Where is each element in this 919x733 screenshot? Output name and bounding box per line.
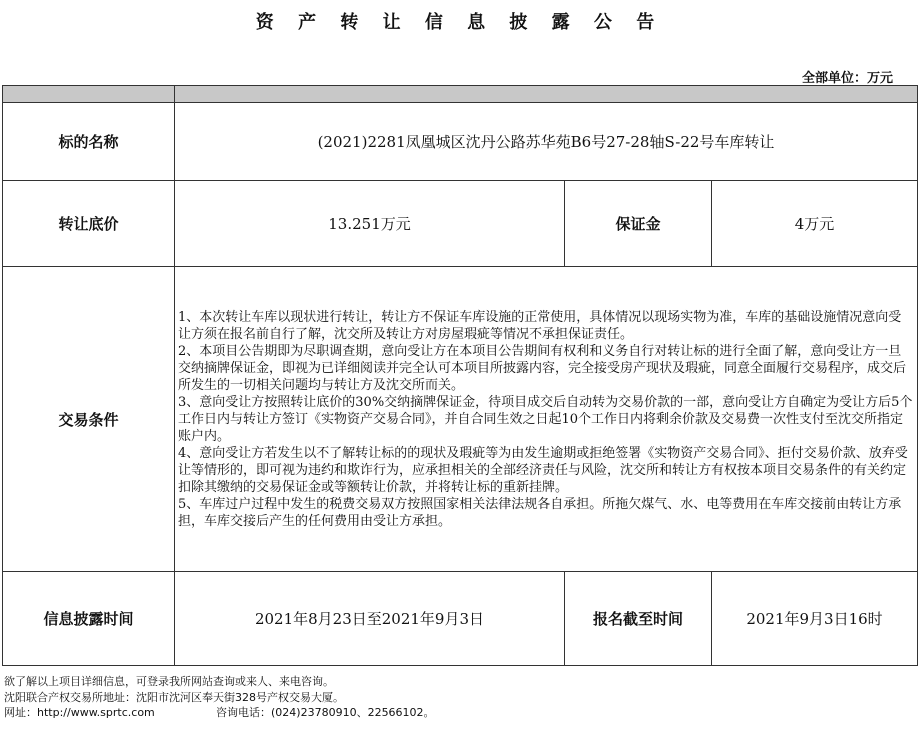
header-bar-left xyxy=(3,86,175,103)
row-price xyxy=(3,181,918,267)
phone-number: 咨询电话：(024)23780910、22566102。 xyxy=(216,706,435,719)
target-name-label: 标的名称 xyxy=(3,103,175,181)
term-item: 2、本项目公告期即为尽职调查期，意向受让方在本项目公告期间有权利和义务自行对转让标的进行全面了解，意向受让方一旦交纳摘牌保证金，即视为已详细阅读并完全认可本项目所披露内容，完全接受房产现状及瑕疵，同意全面履行交易程序，成交后所发生的一切相关问题均与转让方及沈交所而关。 xyxy=(178,343,907,393)
deposit-value: 4万元 xyxy=(712,181,918,267)
target-name-value: (2021)2281凤凰城区沈丹公路苏华苑B6号27-28轴S-22号车库转让 xyxy=(175,103,918,181)
registration-deadline-label: 报名截至时间 xyxy=(565,572,712,666)
terms-content xyxy=(175,267,918,572)
term-item: 3、意向受让方按照转让底价的30%交纳摘牌保证金，待项目成交后自动转为交易价款的一部，意向受让方自确定为受让方后5个工作日内与转让方签订《实物资产交易合同》，并自合同生效之日起10个工作日内将剩余价款及交易费一次性支付至沈交所指定账户内。 xyxy=(178,394,913,444)
website-link[interactable]: 网址：http://www.sprtc.com xyxy=(4,706,155,719)
row-target-name xyxy=(3,103,918,181)
row-dates xyxy=(3,572,918,666)
footer-line-address: 沈阳联合产权交易所地址：沈阳市沈河区奉天街328号产权交易大厦。 xyxy=(4,690,344,704)
reserve-price-value: 13.251万元 xyxy=(175,181,565,267)
footer-line-contact xyxy=(4,705,435,721)
disclosure-period-value: 2021年8月23日至2021年9月3日 xyxy=(175,572,565,666)
footer-info xyxy=(4,674,435,721)
disclosure-table xyxy=(2,85,918,666)
header-bar xyxy=(3,86,918,103)
reserve-price-label: 转让底价 xyxy=(3,181,175,267)
term-item: 1、本次转让车库以现状进行转让，转让方不保证车库设施的正常使用，具体情况以现场实物为准，车库的基础设施情况意向受让方须在报名前自行了解，沈交所及转让方对房屋瑕疵等情况不承担保证责任。 xyxy=(178,309,902,342)
unit-note: 全部单位：万元 xyxy=(801,71,893,86)
terms-label: 交易条件 xyxy=(3,267,175,572)
row-terms xyxy=(3,267,918,572)
footer-line-inquiry: 欲了解以上项目详细信息，可登录我所网站查询或来人、来电咨询。 xyxy=(4,675,334,688)
page-title: 资 产 转 让 信 息 披 露 公 告 xyxy=(255,12,664,33)
term-item: 5、车库过户过程中发生的税费交易双方按照国家相关法律法规各自承担。所拖欠煤气、水、电等费用在车库交接前由转让方承担，车库交接后产生的任何费用由受让方承担。 xyxy=(178,496,902,529)
disclosure-period-label: 信息披露时间 xyxy=(3,572,175,666)
header-bar-right xyxy=(175,86,918,103)
deposit-label: 保证金 xyxy=(565,181,712,267)
term-item: 4、意向受让方若发生以不了解转让标的的现状及瑕疵等为由发生逾期或拒绝签署《实物资产交易合同》、拒付交易价款、放弃受让等情形的，即可视为违约和欺诈行为，应承担相关的全部经济责任与风险，沈交所和转让方有权按本项目交易条件的有关约定扣除其缴纳的交易保证金或等额转让价款，并将转让标的重新挂牌。 xyxy=(178,445,908,495)
registration-deadline-value: 2021年9月3日16时 xyxy=(712,572,918,666)
